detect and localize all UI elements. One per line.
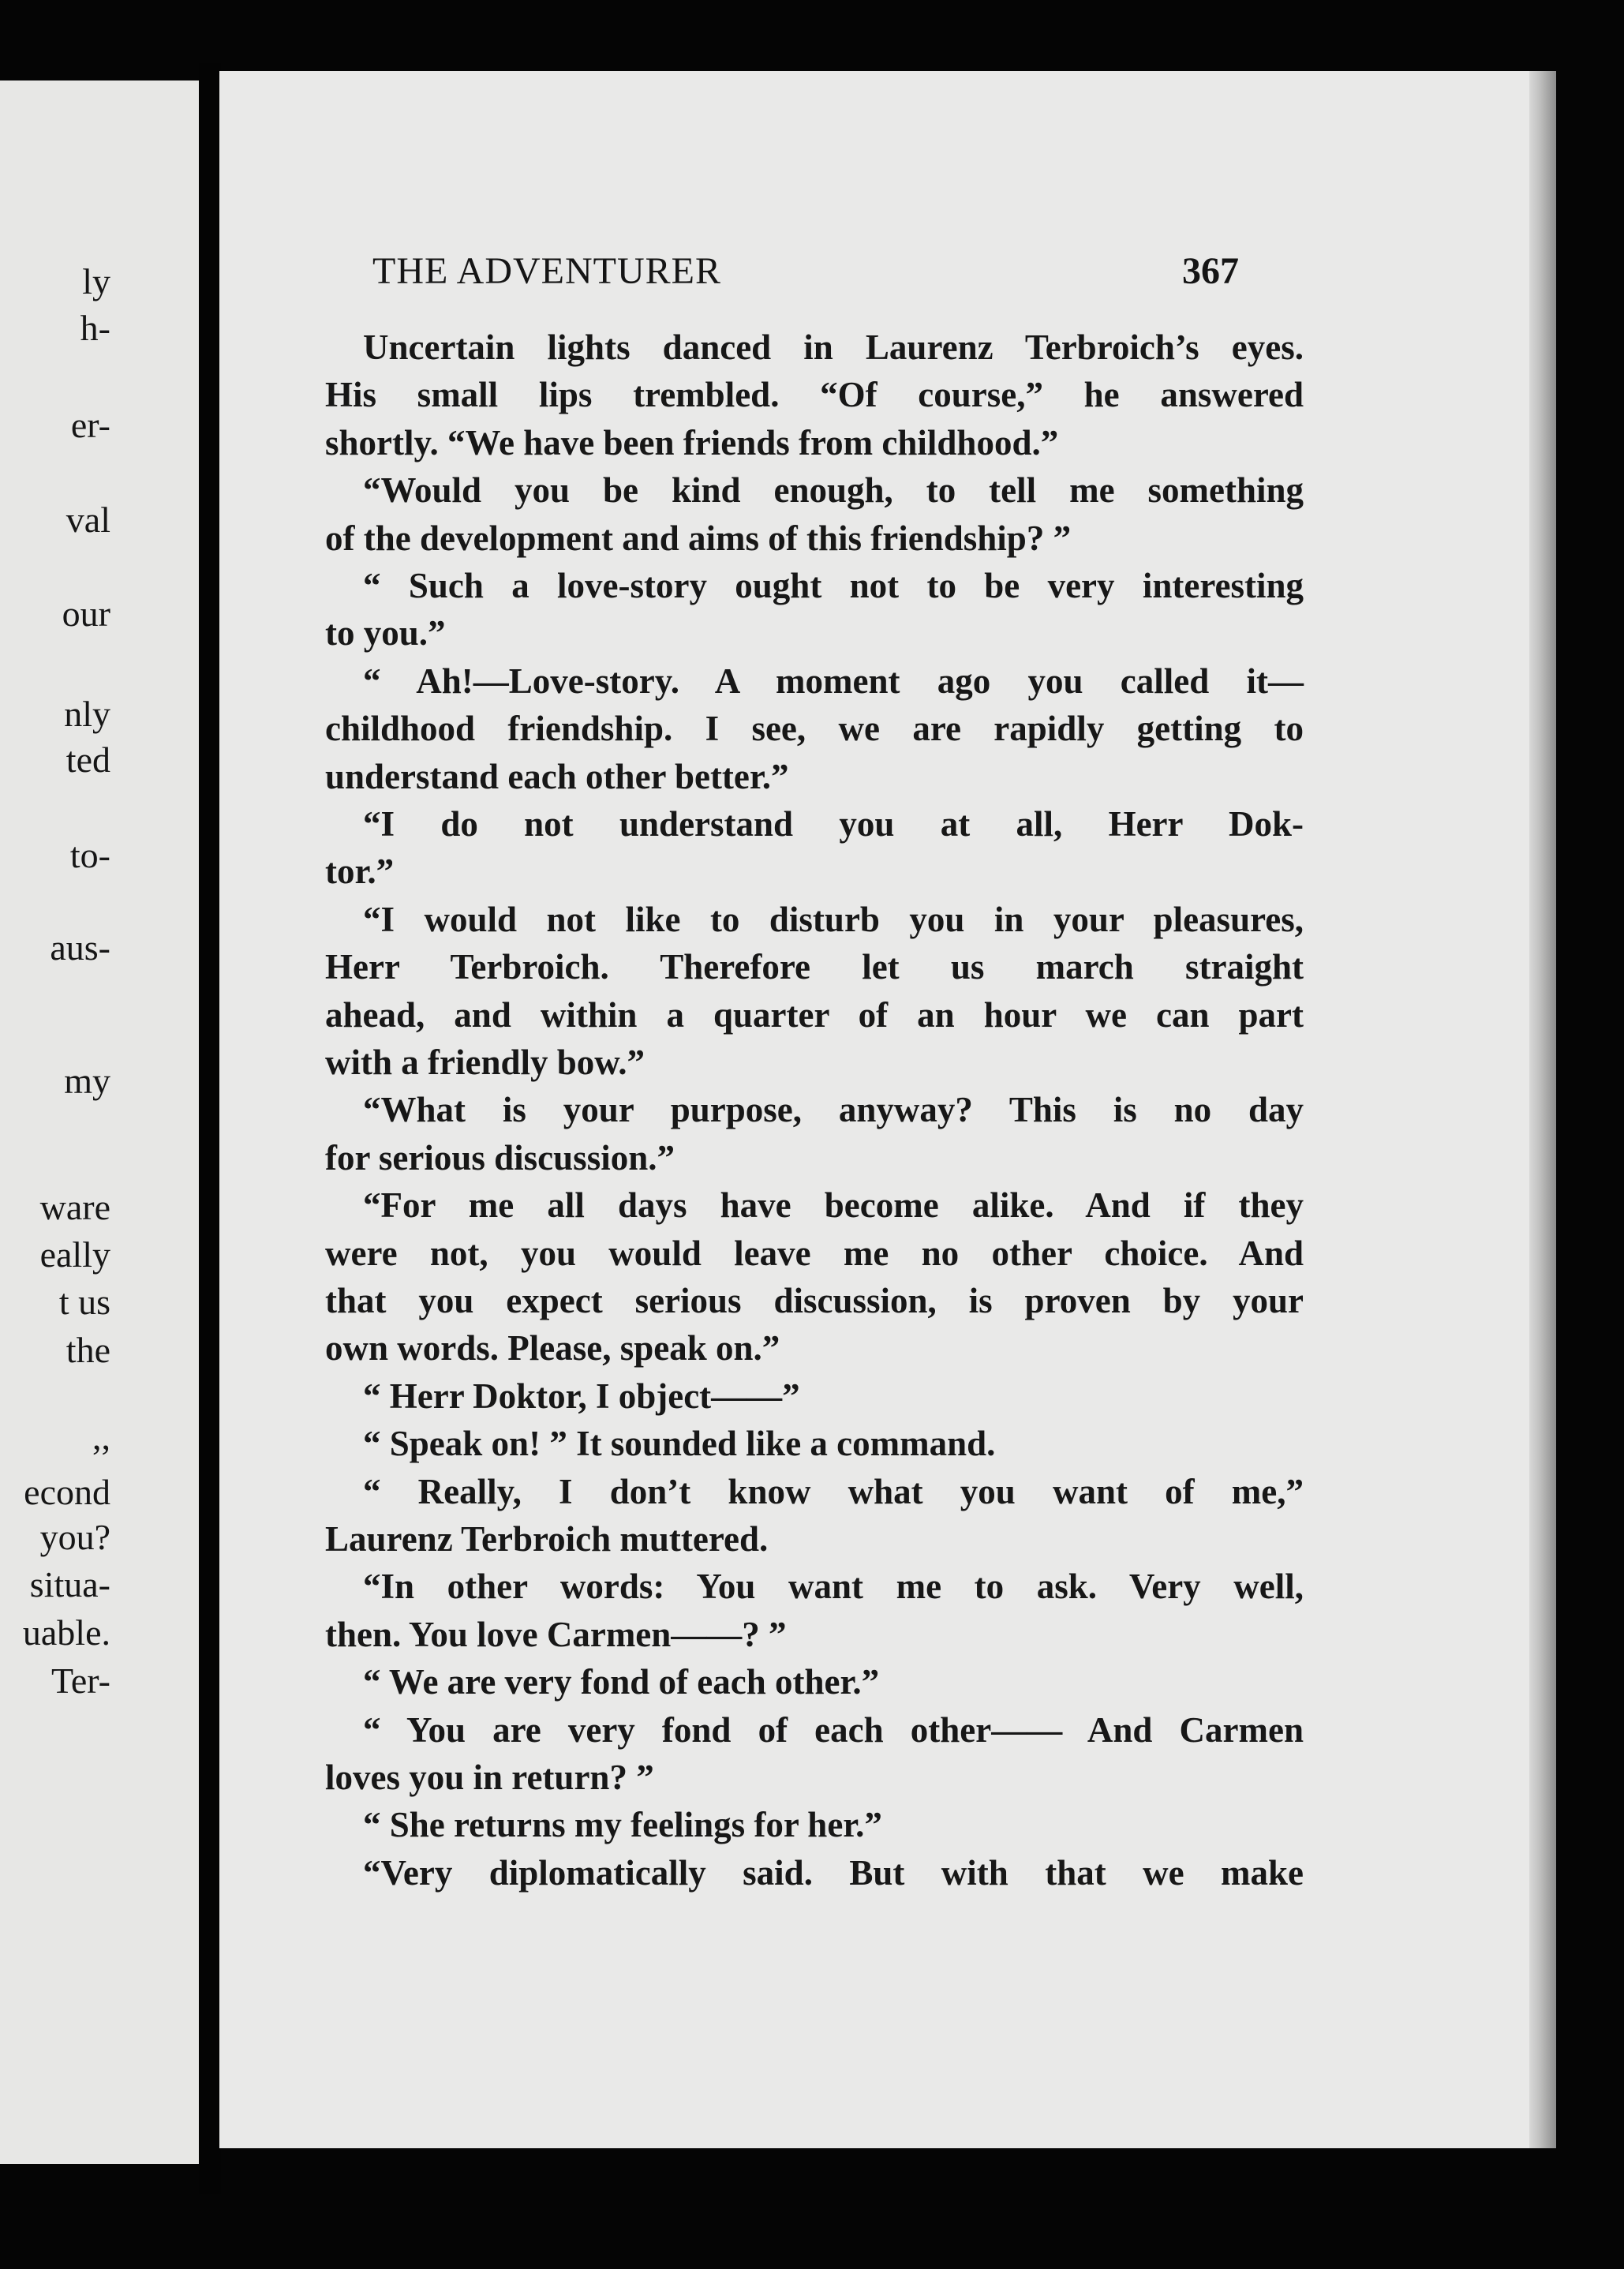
text-line: “ Ah!—Love-story. A moment ago you called it— bbox=[363, 661, 1304, 701]
left-page-fragment: nly bbox=[64, 694, 110, 734]
left-page-fragment: eally bbox=[39, 1234, 110, 1275]
text-line: that you expect serious discussion, is proven by your bbox=[325, 1281, 1304, 1320]
text-line: “Very diplomatically said. But with that we make bbox=[363, 1853, 1304, 1893]
page-edge bbox=[1529, 71, 1556, 2148]
left-page-fragment: the bbox=[65, 1330, 110, 1370]
text-line: “Would you be kind enough, to tell me something bbox=[363, 470, 1304, 510]
text-line: His small lips trembled. “Of course,” he answered bbox=[325, 375, 1304, 414]
text-line: understand each other better.” bbox=[325, 757, 789, 796]
text-line: “ She returns my feelings for her.” bbox=[363, 1805, 882, 1844]
left-page-fragment: ware bbox=[39, 1187, 110, 1227]
text-line: Herr Terbroich. Therefore let us march straight bbox=[325, 947, 1304, 987]
text-line: tor.” bbox=[325, 852, 395, 891]
text-line: were not, you would leave me no other choice. And bbox=[325, 1234, 1304, 1273]
text-line: of the development and aims of this friendship? ” bbox=[325, 519, 1072, 558]
text-line: “ Herr Doktor, I object——” bbox=[363, 1376, 800, 1416]
left-page-fragment: situa- bbox=[29, 1564, 110, 1604]
text-line: to you.” bbox=[325, 613, 446, 653]
book-gutter bbox=[199, 63, 221, 2194]
text-line: then. You love Carmen——? ” bbox=[325, 1615, 787, 1654]
text-line: “ Such a love-story ought not to be very interesting bbox=[363, 566, 1304, 605]
left-page-fragment: h- bbox=[80, 308, 110, 348]
text-line: “What is your purpose, anyway? This is no day bbox=[363, 1090, 1304, 1129]
text-line: loves you in return? ” bbox=[325, 1758, 654, 1797]
left-page-fragment: aus- bbox=[50, 927, 110, 968]
left-page-fragment: t us bbox=[58, 1282, 110, 1322]
running-header-title: THE ADVENTURER bbox=[372, 250, 721, 292]
left-page-fragment: econd bbox=[24, 1472, 110, 1512]
text-line: “ We are very fond of each other.” bbox=[363, 1662, 880, 1702]
text-line: for serious discussion.” bbox=[325, 1138, 675, 1178]
left-page-fragment: val bbox=[65, 500, 110, 540]
left-page-fragment: uable. bbox=[22, 1612, 110, 1653]
left-page-fragment: er- bbox=[70, 405, 110, 445]
text-line: “For me all days have become alike. And if they bbox=[363, 1185, 1304, 1225]
text-line: ahead, and within a quarter of an hour we can part bbox=[325, 995, 1304, 1035]
left-page-fragment: ,, bbox=[92, 1417, 110, 1457]
text-line: Laurenz Terbroich muttered. bbox=[325, 1519, 769, 1559]
left-page-fragment: our bbox=[62, 593, 110, 634]
page-number: 367 bbox=[1182, 250, 1239, 292]
left-page bbox=[0, 81, 199, 2164]
text-line: “I do not understand you at all, Herr Dok- bbox=[363, 804, 1304, 844]
text-line: “In other words: You want me to ask. Very well, bbox=[363, 1567, 1304, 1606]
left-page-fragment: ted bbox=[65, 739, 110, 780]
text-line: with a friendly bow.” bbox=[325, 1043, 645, 1082]
left-page-fragment: to- bbox=[69, 835, 110, 875]
text-line: Uncertain lights danced in Laurenz Terbroich’s eyes. bbox=[363, 328, 1304, 367]
left-page-fragment: my bbox=[64, 1061, 110, 1101]
text-line: “ Speak on! ” It sounded like a command. bbox=[363, 1424, 996, 1463]
text-line: own words. Please, speak on.” bbox=[325, 1328, 780, 1368]
text-line: “ Really, I don’t know what you want of me,” bbox=[363, 1472, 1304, 1511]
left-page-fragment: Ter- bbox=[51, 1661, 110, 1701]
text-line: childhood friendship. I see, we are rapidly getting to bbox=[325, 709, 1304, 748]
text-line: “ You are very fond of each other—— And Carmen bbox=[363, 1710, 1304, 1750]
left-page-fragment: ly bbox=[82, 261, 110, 301]
left-page-fragment: you? bbox=[39, 1517, 110, 1557]
text-line: shortly. “We have been friends from childhood.” bbox=[325, 423, 1059, 462]
text-line: “I would not like to disturb you in your pleasures, bbox=[363, 900, 1304, 939]
